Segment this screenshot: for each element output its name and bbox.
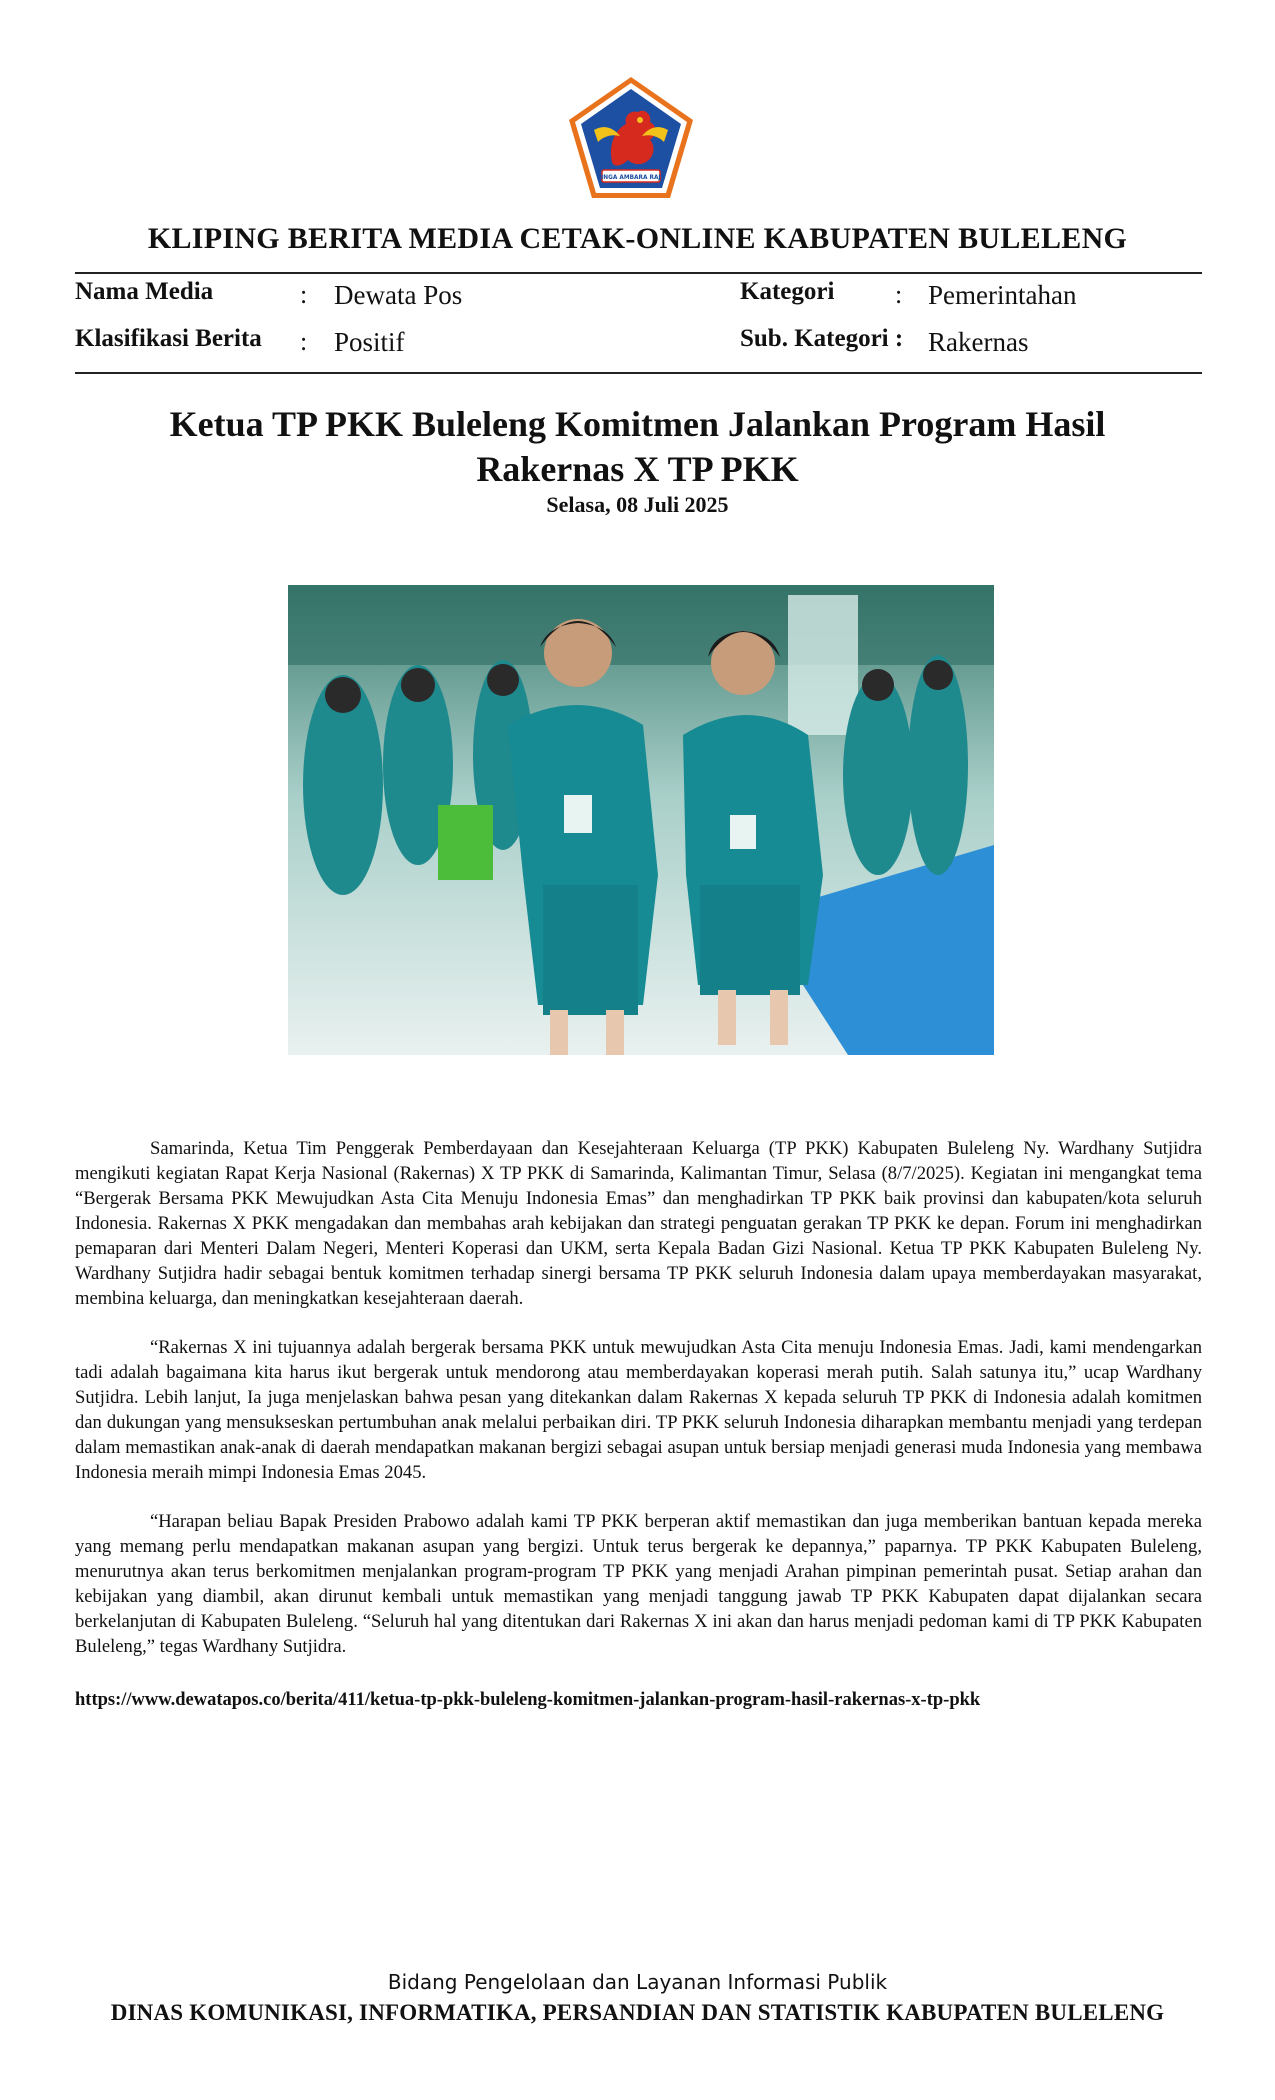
subkategori-label: Sub. Kategori : (740, 325, 904, 352)
header-divider-bottom (75, 372, 1202, 374)
emblem-motto: SINGA AMBARA RAJA (596, 175, 666, 181)
article-paragraph: “Rakernas X ini tujuannya adalah bergerak bersama PKK untuk mewujudkan Asta Cita menuju Indonesia Emas. Jadi, kami mendengarkan tadi adalah bagaimana kita harus ikut bergerak untuk mendorong atau memberdayakan koperasi merah putih. Salah satunya itu,” ucap Wardhany Sutjidra. Lebih lanjut, Ia juga menjelaskan bahwa pesan yang ditekankan dalam Rakernas X kepada seluruh TP PKK di Indonesia adalah komitmen dan dukungan yang mensukseskan pertumbuhan anak melalui perbaikan diri. TP PKK seluruh Indonesia diharapkan membantu menjadi yang terdepan dalam memastikan anak-anak di daerah mendapatkan makanan bergizi sebagai asupan untuk bersiap menjadi generasi muda Indonesia yang membawa Indonesia meraih mimpi Indonesia Emas 2045. (75, 1337, 1202, 1483)
buleleng-emblem-icon (564, 74, 698, 202)
article-title: Ketua TP PKK Buleleng Komitmen Jalankan Program Hasil Rakernas X TP PKK (169, 404, 1106, 489)
kategori-label: Kategori (740, 278, 835, 305)
media-label: Nama Media (75, 278, 214, 305)
source-url-link[interactable]: https://www.dewatapos.co/berita/411/ketua-tp-pkk-buleleng-komitmen-jalankan-program-hasil-rakernas-x-tp-pkk (75, 1690, 981, 1710)
media-value: Dewata Pos (334, 280, 463, 310)
subkategori-value: Rakernas (928, 327, 1029, 357)
footer-agency: DINAS KOMUNIKASI, INFORMATIKA, PERSANDIAN DAN STATISTIK KABUPATEN BULELENG (110, 2000, 1165, 2025)
klasifikasi-colon: : (300, 327, 308, 356)
article-date: Selasa, 08 Juli 2025 (546, 492, 729, 517)
kategori-colon: : (895, 280, 903, 309)
article-photo (288, 585, 994, 1055)
header-divider-top (75, 272, 1202, 274)
article-body (75, 1136, 1202, 1683)
klasifikasi-value: Positif (334, 327, 405, 357)
media-colon: : (300, 280, 308, 309)
footer-division: Bidang Pengelolaan dan Layanan Informasi Publik (387, 1970, 888, 1994)
kategori-value: Pemerintahan (928, 280, 1077, 310)
clipping-header-title: KLIPING BERITA MEDIA CETAK-ONLINE KABUPATEN BULELENG (147, 222, 1128, 255)
klasifikasi-label: Klasifikasi Berita (75, 325, 262, 352)
article-paragraph: Samarinda, Ketua Tim Penggerak Pemberdayaan dan Kesejahteraan Keluarga (TP PKK) Kabupaten Buleleng Ny. Wardhany Sutjidra mengikuti kegiatan Rapat Kerja Nasional (Rakernas) X TP PKK di Samarinda, Kalimantan Timur, Selasa (8/7/2025). Kegiatan ini mengangkat tema “Bergerak Bersama PKK Mewujudkan Asta Cita Menuju Indonesia Emas” dan menghadirkan TP PKK baik provinsi dan kabupaten/kota seluruh Indonesia. Rakernas X PKK mengadakan dan membahas arah kebijakan dan strategi penguatan gerakan TP PKK ke depan. Forum ini menghadirkan pemaparan dari Menteri Dalam Negeri, Menteri Koperasi dan UKM, serta Kepala Badan Gizi Nasional. Ketua TP PKK Kabupaten Buleleng Ny. Wardhany Sutjidra hadir sebagai bentuk komitmen terhadap sinergi bersama TP PKK seluruh Indonesia dalam upaya memberdayakan masyarakat, membina keluarga, dan meningkatkan kesejahteraan daerah. (75, 1138, 1202, 1309)
article-paragraph: “Harapan beliau Bapak Presiden Prabowo adalah kami TP PKK berperan aktif memastikan dan juga memberikan bantuan kepada mereka yang memang perlu mendapatkan makanan asupan yang bergizi. Untuk terus bergerak ke depannya,” paparnya. TP PKK Kabupaten Buleleng, menurutnya akan terus berkomitmen menjalankan program-program TP PKK yang menjadi Arahan pimpinan pemerintah pusat. Setiap arahan dan kebijakan yang diambil, akan dirunut kembali untuk memastikan yang menjadi tanggung jawab TP PKK Kabupaten dapat dijalankan secara berkelanjutan di Kabupaten Buleleng. “Seluruh hal yang ditentukan dari Rakernas X ini akan dan harus menjadi pedoman kami di TP PKK Kabupaten Buleleng,” tegas Wardhany Sutjidra. (75, 1511, 1202, 1657)
